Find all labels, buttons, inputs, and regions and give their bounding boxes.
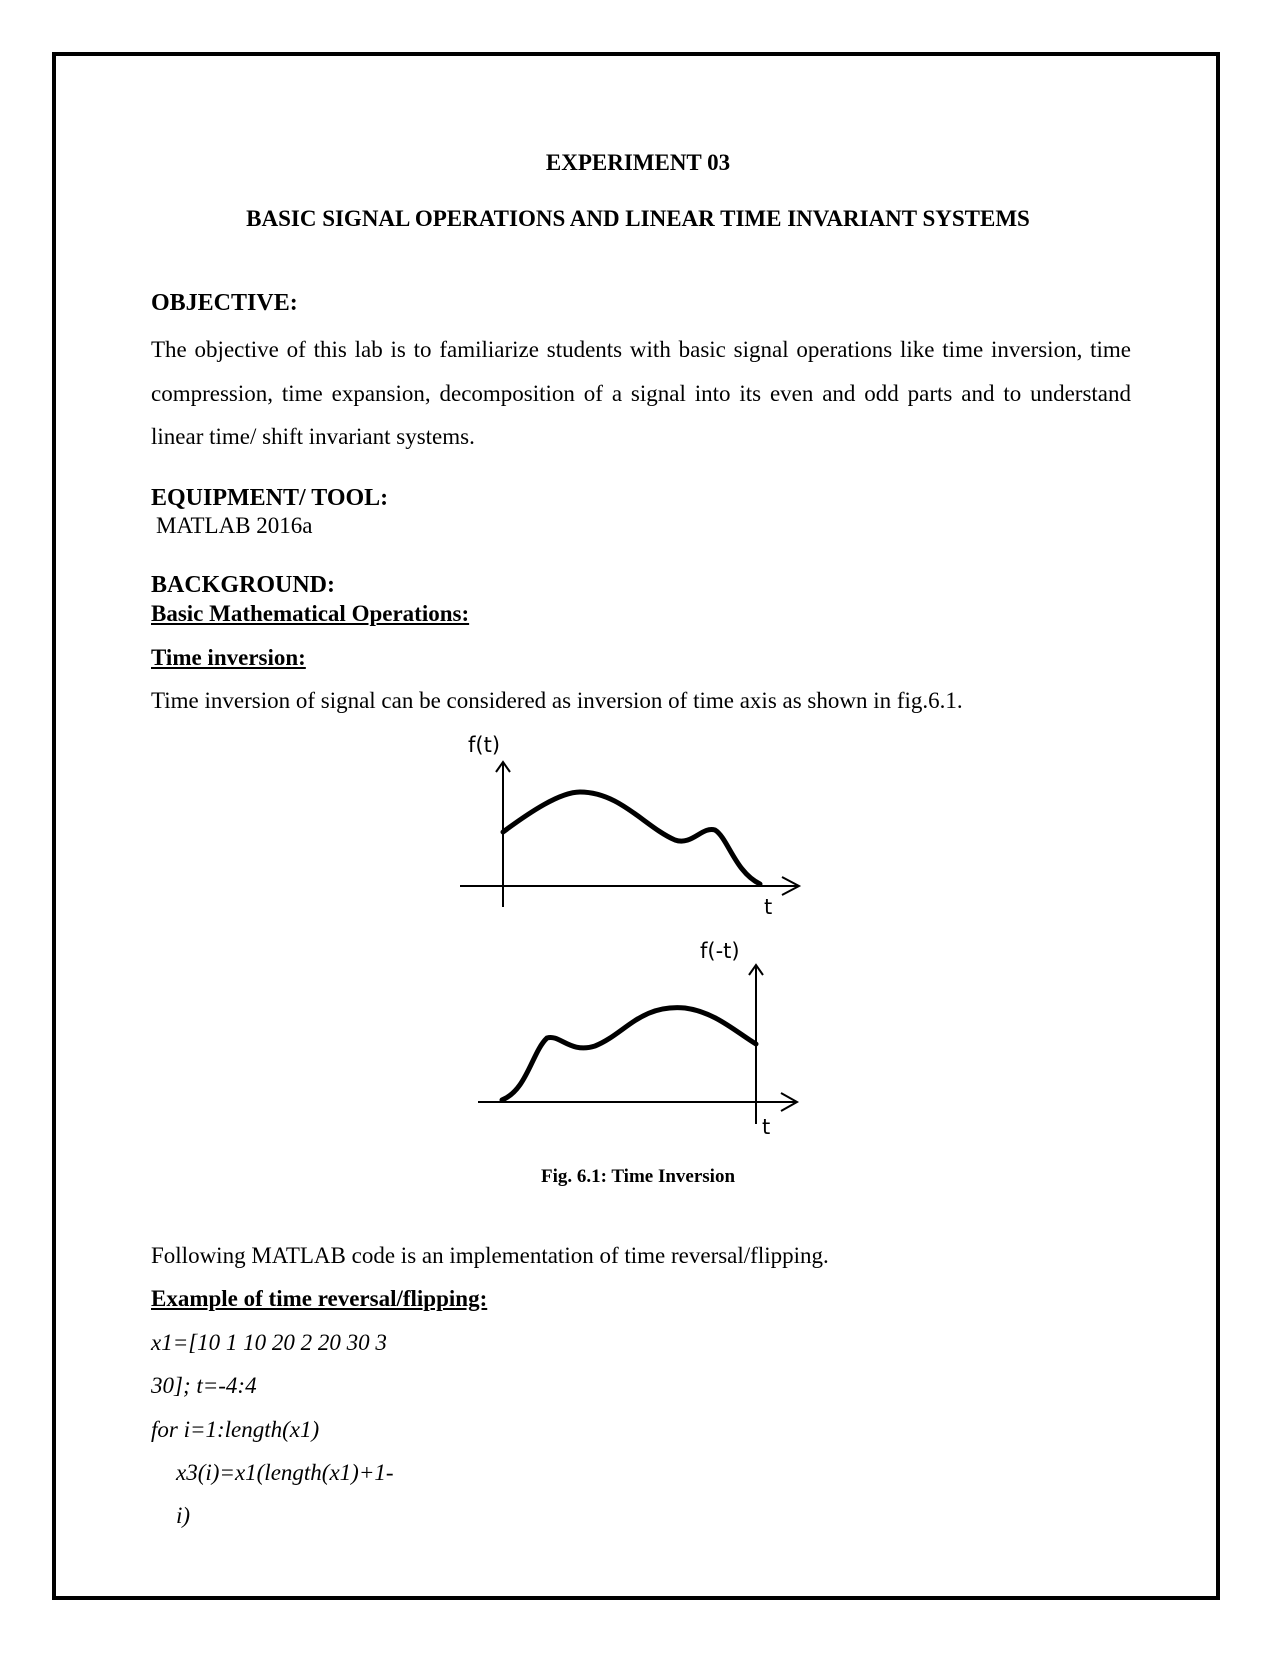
bottom-signal-curve <box>502 1008 756 1100</box>
figure-caption: Fig. 6.1: Time Inversion <box>540 1166 736 1187</box>
objective-heading: OBJECTIVE: <box>151 290 298 316</box>
top-x-label: t <box>764 895 773 919</box>
time-inversion-heading: Time inversion: <box>151 645 306 670</box>
bottom-y-label: f(-t) <box>700 939 740 963</box>
bottom-x-label: t <box>762 1115 771 1139</box>
basic-operations-heading: Basic Mathematical Operations: <box>151 601 470 626</box>
bottom-plot <box>478 939 797 1139</box>
background-heading: BACKGROUND: <box>151 572 335 598</box>
code-intro-text: Following MATLAB code is an implementation of time reversal/flipping. <box>151 1243 829 1268</box>
main-title: BASIC SIGNAL OPERATIONS AND LINEAR TIME INVARIANT SYSTEMS <box>246 206 1030 231</box>
example-heading: Example of time reversal/flipping: <box>151 1286 488 1311</box>
time-inversion-figure <box>430 722 830 1162</box>
code-line: x3(i)=x1(length(x1)+1- <box>176 1460 394 1485</box>
time-inversion-text: Time inversion of signal can be considered as inversion of time axis as shown in fig.6.1. <box>151 688 963 713</box>
code-line: x1=[10 1 10 20 2 20 30 3 <box>151 1330 387 1355</box>
top-plot <box>460 733 799 919</box>
objective-text: The objective of this lab is to familiarize students with basic signal operations like time inversion, time compression, time expansion, decomposition of a signal into its even and odd parts and to understand linear time/ shift invariant systems. <box>151 337 1131 449</box>
equipment-heading: EQUIPMENT/ TOOL: <box>151 485 389 511</box>
experiment-title: EXPERIMENT 03 <box>545 150 731 175</box>
top-y-label: f(t) <box>468 733 501 757</box>
code-line: i) <box>176 1503 191 1528</box>
code-line: 30]; t=-4:4 <box>151 1373 257 1398</box>
equipment-value: MATLAB 2016a <box>156 513 313 538</box>
code-line: for i=1:length(x1) <box>151 1417 320 1442</box>
top-signal-curve <box>503 792 760 884</box>
